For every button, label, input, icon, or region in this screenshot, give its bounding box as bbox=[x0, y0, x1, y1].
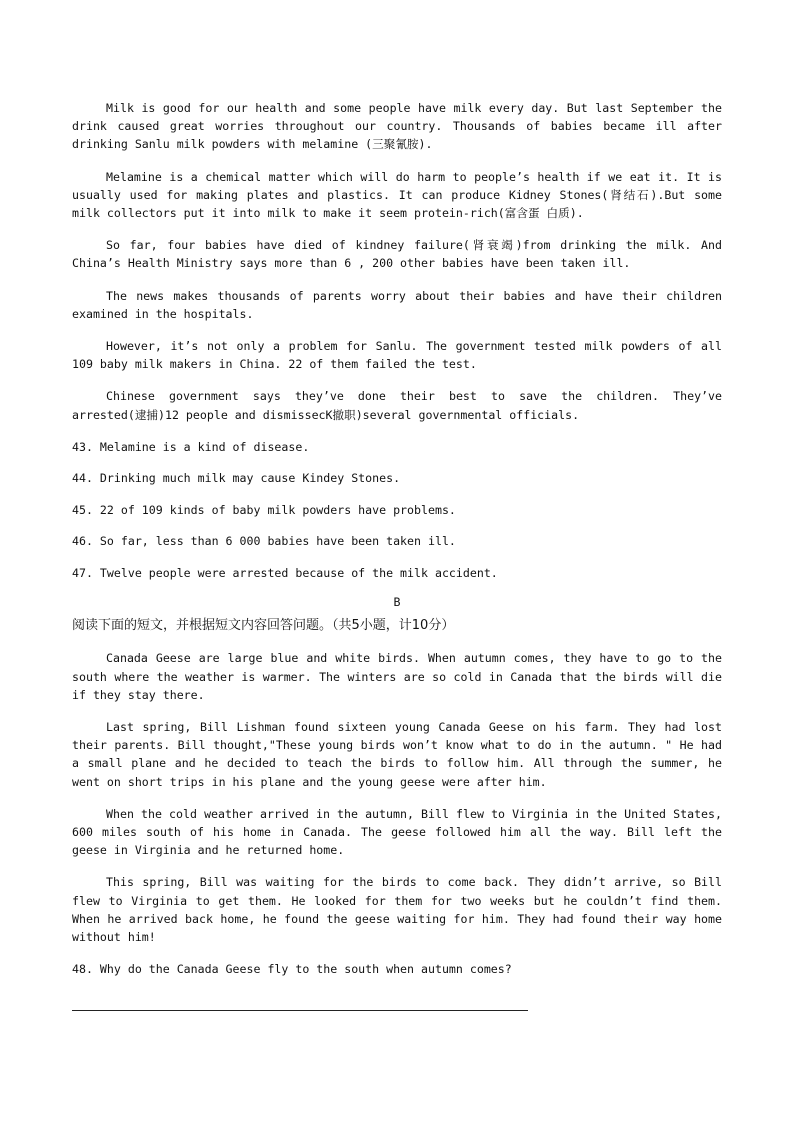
passage-b-paragraph-3: When the cold weather arrived in the autumn, Bill flew to Virginia in the United States, 600 miles south of his home in Canada. The geese followed him all the way. Bill left the geese in Virginia and he returned home. bbox=[72, 806, 722, 858]
passage-a-paragraph-2: Melamine is a chemical matter which will do harm to people’s health if we eat it. It is usually used for making plates and plastics. It can produce Kidney Stones(肾结石).But some milk collectors put it into milk to make it seem protein-rich(富含蛋 白质). bbox=[72, 169, 722, 221]
passage-a-paragraph-1: Milk is good for our health and some people have milk every day. But last September the drink caused great worries throughout our country. Thousands of babies became ill after drinking Sanlu milk powders with melamine (三聚氰胺). bbox=[72, 101, 722, 152]
document-page bbox=[72, 99, 722, 1011]
section-b-label: B bbox=[393, 595, 401, 610]
section-b-instruction: 阅读下面的短文，并根据短文内容回答问题。（共5小题，计10分） bbox=[72, 618, 455, 634]
passage-a-paragraph-5: However, it’s not only a problem for Sanlu. The government tested milk powders of all 109 baby milk makers in China. 22 of them failed the test. bbox=[72, 339, 722, 372]
passage-a-paragraph-4: The news makes thousands of parents worry about their babies and have their children examined in the hospitals. bbox=[72, 288, 722, 321]
question-47: 47. Twelve people were arrested because of the milk accident. bbox=[72, 565, 498, 580]
question-43: 43. Melamine is a kind of disease. bbox=[72, 439, 310, 454]
question-48: 48. Why do the Canada Geese fly to the south when autumn comes? bbox=[72, 962, 512, 977]
question-45: 45. 22 of 109 kinds of baby milk powders have problems. bbox=[72, 502, 456, 517]
passage-b-paragraph-1: Canada Geese are large blue and white birds. When autumn comes, they have to go to the south where the weather is warmer. The winters are so cold in Canada that the birds will die if they stay there. bbox=[72, 651, 722, 702]
passage-b-paragraph-4: This spring, Bill was waiting for the birds to come back. They didn’t arrive, so Bill flew to Virginia to get them. He looked for them for two weeks but he couldn’t find them. When he arrived back home, he found the geese waiting for him. They had found their way home without him! bbox=[72, 875, 722, 944]
question-44: 44. Drinking much milk may cause Kindey Stones. bbox=[72, 471, 401, 486]
passage-a-paragraph-3: So far, four babies have died of kindney failure(肾衰竭)from drinking the milk. And China’s Health Ministry says more than 6 , 200 other babies have been taken ill. bbox=[72, 238, 722, 271]
passage-a-paragraph-6: Chinese government says they’ve done their best to save the children. They’ve arrested(逮捕)12 people and dismissecK撤职)several governmental officials. bbox=[72, 389, 722, 422]
answer-line[interactable] bbox=[72, 992, 528, 1011]
question-46: 46. So far, less than 6 000 babies have been taken ill. bbox=[72, 534, 456, 549]
passage-b-paragraph-2: Last spring, Bill Lishman found sixteen young Canada Geese on his farm. They had lost their parents. Bill thought,"These young birds won’t know what to do in the autumn. " He had a small plane and he decided to teach the birds to follow him. All through the summer, he went on short trips in his plane and the young geese were after him. bbox=[72, 719, 722, 789]
